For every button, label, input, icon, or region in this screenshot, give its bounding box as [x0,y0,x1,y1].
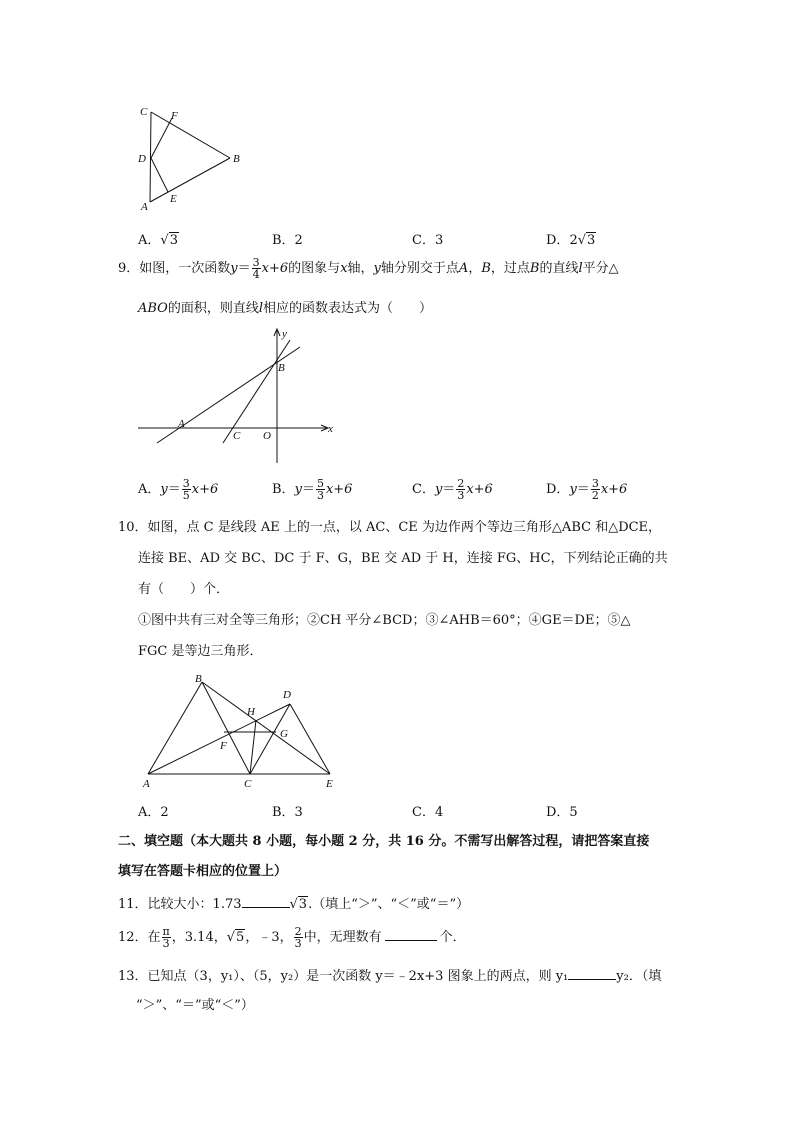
q10-option-b[interactable]: B．3 [272,805,303,820]
label-c: C [244,778,252,790]
q13-answer-blank[interactable] [568,965,616,980]
axis-x-label: x [328,423,333,435]
label-c: C [140,106,148,118]
label-d: D [138,153,146,165]
q10-option-c[interactable]: C．4 [412,805,444,820]
section2-heading-line1: 二、填空题（本大题共 8 小题，每小题 2 分，共 16 分。不需写出解答过程，请把答案直接 [118,834,650,849]
label-a: A [178,418,185,430]
q10-line2: 连接 BE、AD 交 BC、DC 于 F、G，BE 交 AD 于 H，连接 FG、HC，下列结论正确的共 [138,551,668,566]
q8-option-a[interactable]: A．√3 [138,233,178,248]
q9-option-a[interactable]: A．y＝ $\frac{3}{5}$ x+6 [138,477,219,502]
label-b: B [278,362,285,374]
label-h: H [247,706,255,718]
q10-line3: 有（ ）个． [138,582,230,597]
q10-option-a[interactable]: A．2 [138,805,169,820]
q13-line1: 13．已知点（3，y₁）、（5，y₂）是一次函数 y＝﹣2x+3 图象上的两点，则 y₁ y₂．（填 [118,965,688,987]
q9-option-b[interactable]: B．y＝ $\frac{5}{3}$ x+6 [272,477,353,502]
q9-option-c[interactable]: C．y＝ $\frac{2}{3}$ x+6 [412,477,493,502]
label-e: E [170,193,177,205]
label-c: C [233,430,241,442]
label-d: D [283,689,291,701]
q13-line2: “＞”、“＝”或“＜”） [136,998,254,1013]
q9-figure [135,325,340,470]
label-b: B [195,673,202,685]
label-g: G [280,728,288,740]
axis-y-label: y [282,328,287,340]
label-f: F [220,740,227,752]
q9-option-d[interactable]: D．y＝ $\frac{3}{2}$ x+6 [546,477,628,502]
label-a: A [141,201,148,213]
q8-option-c[interactable]: C．3 [412,233,444,248]
q10-figure [140,670,345,795]
q8-figure [135,100,250,215]
label-e: E [326,778,333,790]
label-b: B [233,153,240,165]
q10-line5: FGC 是等边三角形． [138,644,263,659]
q10-option-d[interactable]: D．5 [546,805,578,820]
q9-line2: ABO的面积，则直线l相应的函数表达式为（ ） [138,301,433,316]
q11-answer-blank[interactable] [242,893,290,908]
q12: 12．在 $\frac{\pi}{3}$ ，3.14，√5，﹣3， $\frac{2}{3}$ 中，无理数有 个． [118,925,466,950]
q11: 11．比较大小：1.73 √3.（填上“＞”、“＜”或“＝”） [118,893,688,915]
label-a: A [143,778,150,790]
q8-option-b[interactable]: B．2 [272,233,303,248]
q8-option-d[interactable]: D．2√3 [546,233,596,248]
section2-heading-line2: 填写在答题卡相应的位置上） [118,864,288,879]
q10-line4: ①图中共有三对全等三角形；②CH 平分∠BCD；③∠AHB＝60°；④GE＝DE；⑤△ [138,613,631,628]
label-f: F [171,110,178,122]
q9-line1: 9．如图，一次函数y＝ $\frac{3}{4}$ x+6的图象与x轴，y轴分别交于点A，B，过点B的直线l平分△ [118,256,619,281]
label-o: O [263,430,271,442]
q10-line1: 10．如图，点 C 是线段 AE 上的一点，以 AC、CE 为边作两个等边三角形△ABC 和△DCE， [118,520,662,535]
q12-answer-blank[interactable] [385,926,437,941]
